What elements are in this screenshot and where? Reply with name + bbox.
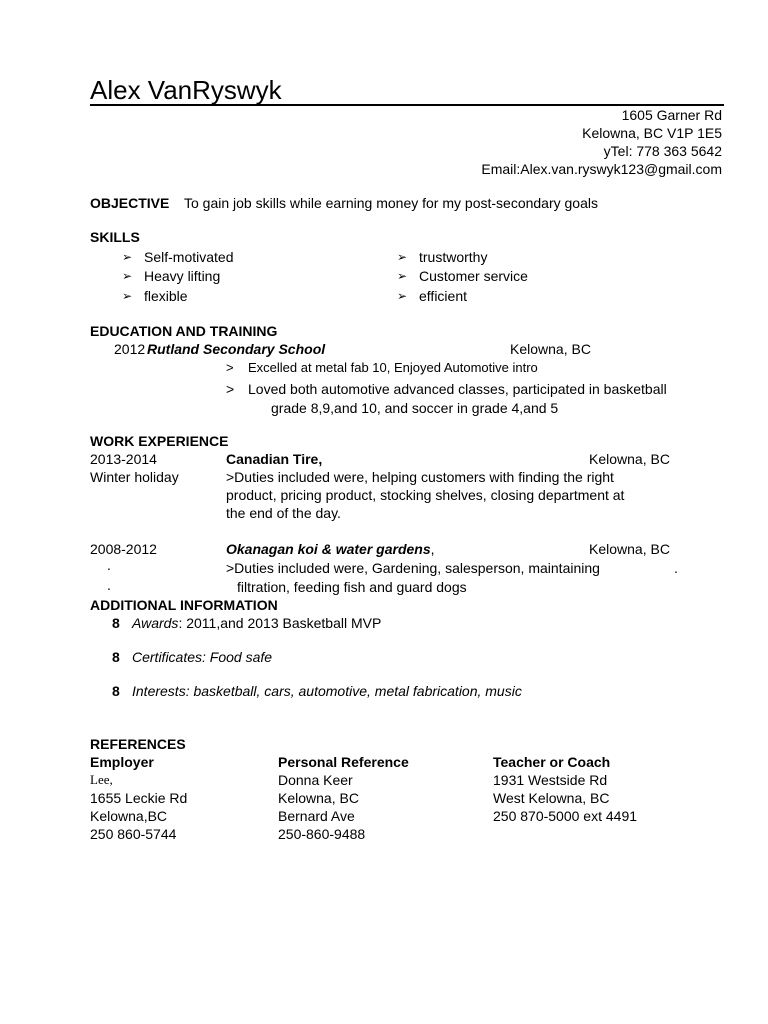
reference-title: Personal Reference bbox=[278, 754, 409, 770]
job-duty-line: the end of the day. bbox=[226, 505, 341, 521]
address-city: Kelowna, BC V1P 1E5 bbox=[582, 125, 722, 141]
skill-item: efficient bbox=[419, 288, 467, 304]
arrow-bullet-icon: ➢ bbox=[397, 250, 408, 264]
job-employer-name: Okanagan koi & water gardens bbox=[226, 541, 431, 557]
arrow-bullet-icon: ➢ bbox=[122, 269, 133, 283]
education-year: 2012 bbox=[114, 341, 146, 357]
awards-label: Awards bbox=[132, 615, 179, 631]
reference-title: Employer bbox=[90, 754, 154, 770]
skills-heading: SKILLS bbox=[90, 229, 140, 245]
resume-name: Alex VanRyswyk bbox=[90, 75, 282, 105]
reference-line: Kelowna,BC bbox=[90, 808, 168, 824]
reference-line: Kelowna, BC bbox=[278, 790, 359, 806]
hourglass-bullet-icon: 8 bbox=[112, 649, 120, 665]
objective-heading: OBJECTIVE bbox=[90, 195, 170, 211]
point-marker-icon: > bbox=[226, 360, 234, 375]
job-employer-comma: , bbox=[430, 541, 435, 557]
certificates-item: Certificates: Food safe bbox=[132, 649, 273, 665]
arrow-bullet-icon: ➢ bbox=[397, 289, 408, 303]
school-name: Rutland Secondary School bbox=[147, 341, 326, 357]
skill-item: Self-motivated bbox=[144, 249, 234, 265]
job-location: Kelowna, BC bbox=[589, 451, 670, 467]
skill-item: trustworthy bbox=[419, 249, 488, 265]
hourglass-bullet-icon: 8 bbox=[112, 615, 120, 631]
reference-line: 250-860-9488 bbox=[278, 826, 366, 842]
reference-line: 1931 Westside Rd bbox=[493, 772, 608, 788]
stray-dot: . bbox=[107, 557, 111, 573]
arrow-bullet-icon: ➢ bbox=[122, 289, 133, 303]
objective-text: To gain job skills while earning money for my post-secondary goals bbox=[184, 195, 598, 211]
job-duty-line: product, pricing product, stocking shelves, closing department at bbox=[226, 487, 625, 503]
point-marker-icon: > bbox=[226, 381, 235, 397]
job-duty-line: filtration, feeding fish and guard dogs bbox=[237, 579, 467, 595]
reference-line: 250 860-5744 bbox=[90, 826, 177, 842]
job-years: 2013-2014 bbox=[90, 451, 157, 467]
reference-line: 1655 Leckie Rd bbox=[90, 790, 188, 806]
address-tel: yTel: 778 363 5642 bbox=[603, 143, 722, 159]
awards-item bbox=[132, 614, 381, 632]
job-employer bbox=[226, 540, 435, 558]
skill-item: Customer service bbox=[419, 268, 528, 284]
additional-heading: ADDITIONAL INFORMATION bbox=[90, 597, 278, 613]
address-email: Email:Alex.van.ryswyk123@gmail.com bbox=[481, 161, 722, 177]
education-point: Excelled at metal fab 10, Enjoyed Automotive intro bbox=[248, 360, 538, 375]
job-period: Winter holiday bbox=[90, 469, 179, 485]
reference-line: West Kelowna, BC bbox=[493, 790, 610, 806]
job-years: 2008-2012 bbox=[90, 541, 157, 557]
job-location: Kelowna, BC bbox=[589, 541, 670, 557]
reference-line: Bernard Ave bbox=[278, 808, 355, 824]
job-duty-line: >Duties included were, Gardening, salesperson, maintaining bbox=[226, 560, 600, 576]
education-point: Loved both automotive advanced classes, participated in basketball bbox=[248, 381, 667, 397]
job-employer: Canadian Tire, bbox=[226, 451, 323, 467]
arrow-bullet-icon: ➢ bbox=[122, 250, 133, 264]
address-street: 1605 Garner Rd bbox=[621, 107, 722, 123]
reference-line: Donna Keer bbox=[278, 772, 353, 788]
awards-text: : 2011,and 2013 Basketball MVP bbox=[178, 615, 382, 631]
education-heading: EDUCATION AND TRAINING bbox=[90, 323, 278, 339]
reference-line: Lee, bbox=[90, 772, 113, 787]
job-duty-line: >Duties included were, helping customers with finding the right bbox=[226, 469, 614, 485]
school-location: Kelowna, BC bbox=[510, 341, 591, 357]
hourglass-bullet-icon: 8 bbox=[112, 683, 120, 699]
work-heading: WORK EXPERIENCE bbox=[90, 433, 229, 449]
stray-dot: . bbox=[107, 577, 111, 593]
reference-line: 250 870-5000 ext 4491 bbox=[493, 808, 638, 824]
interests-item: Interests: basketball, cars, automotive, metal fabrication, music bbox=[132, 683, 522, 699]
references-heading: REFERENCES bbox=[90, 736, 186, 752]
arrow-bullet-icon: ➢ bbox=[397, 269, 408, 283]
reference-title: Teacher or Coach bbox=[493, 754, 611, 770]
skill-item: flexible bbox=[144, 288, 188, 304]
stray-dot: . bbox=[674, 560, 678, 576]
skill-item: Heavy lifting bbox=[144, 268, 221, 284]
education-point-continued: grade 8,9,and 10, and soccer in grade 4,and 5 bbox=[271, 400, 559, 416]
